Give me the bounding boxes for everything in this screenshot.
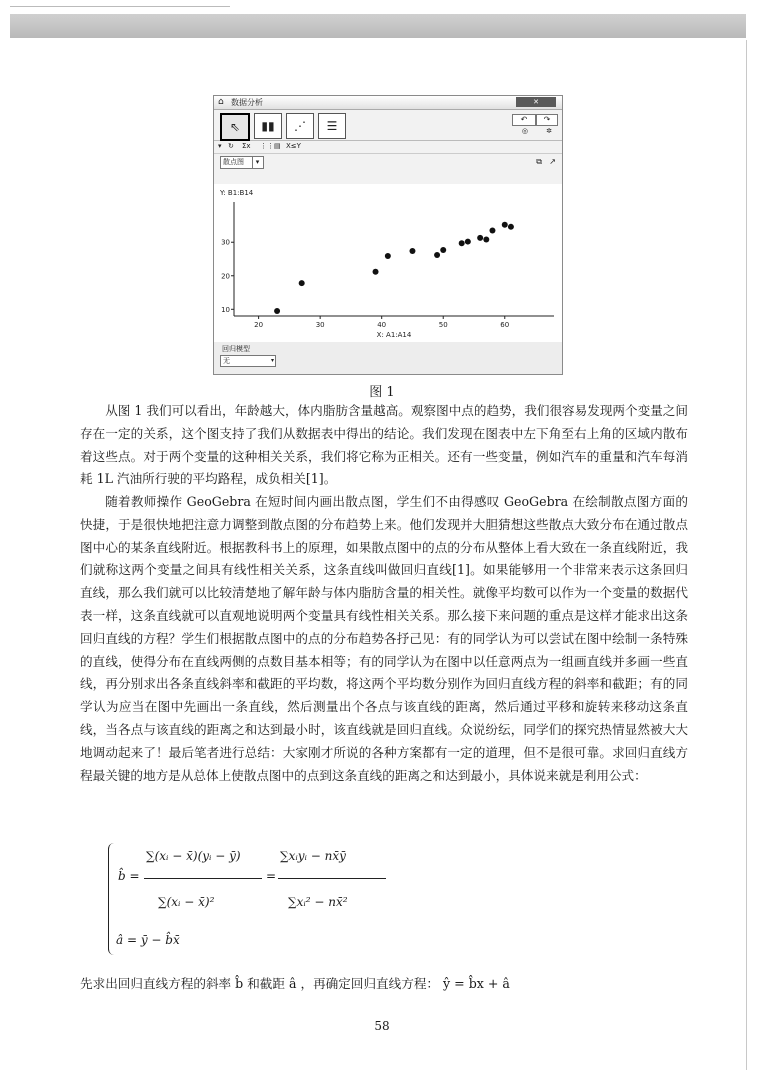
- chevron-down-icon: ▾: [252, 157, 262, 168]
- paragraph-1: 从图 1 我们可以看出，年龄越大，体内脂肪含量越高。观察图中点的趋势，我们很容易发现两个变量之间存在一定的关系，这个图支持了我们从数据表中得出的结论。我们发现在图表中左下角至右上角的区域内散布着这些点。对于两个变量的这种相关关系，我们将它称为正相关。还有一些变量，例如汽车的重量和汽车每消耗 1L 汽油所行驶的平均路程，成负相关[1]。: [80, 403, 688, 487]
- help-icon[interactable]: ◎: [521, 127, 528, 135]
- y-tick-label: 20: [221, 272, 230, 281]
- data-point: [434, 252, 440, 258]
- window-title: 数据分析: [231, 98, 263, 107]
- plot-type-select[interactable]: [220, 156, 264, 169]
- data-point: [459, 240, 465, 246]
- scan-top-rule: [10, 6, 230, 7]
- data-point: [465, 239, 471, 245]
- summary-line: 先求出回归直线方程的斜率 b̂ 和截距 â ，再确定回归直线方程： ŷ = b̂x + â: [80, 976, 510, 991]
- rotate-icon[interactable]: ↻: [228, 142, 234, 150]
- gear-icon[interactable]: ✲: [546, 127, 552, 135]
- scan-margin-rule: [746, 40, 747, 1070]
- plot-header: [214, 154, 562, 170]
- x-tick-label: 30: [315, 321, 325, 329]
- regression-formula: [108, 843, 428, 955]
- stats-toolbar: [214, 141, 562, 154]
- scatter-plot: [214, 184, 562, 342]
- redo-button[interactable]: ↷: [536, 114, 558, 126]
- y-tick-label: 30: [221, 238, 230, 247]
- toolbar: [214, 110, 562, 141]
- data-point: [440, 247, 446, 253]
- plot-type-value: 散点图: [223, 158, 244, 166]
- copy-graphics-icon[interactable]: ⧉: [536, 157, 542, 166]
- x-axis-label: X: A1:A14: [376, 331, 412, 339]
- data-point: [502, 222, 508, 228]
- chevron-down-icon: ▾: [270, 357, 274, 364]
- data-point: [508, 224, 514, 230]
- window-app-icon: ⌂: [218, 97, 224, 107]
- scan-header-band: [10, 14, 746, 38]
- fraction-bar-2: [278, 878, 386, 879]
- data-point: [274, 308, 280, 314]
- options-dropdown-icon[interactable]: ▾: [218, 142, 222, 150]
- multi-variable-analysis-button[interactable]: ☰: [318, 113, 346, 139]
- data-point: [477, 235, 483, 241]
- x-tick-label: 40: [377, 321, 387, 329]
- equals-sign: =: [266, 869, 277, 883]
- data-analysis-window: [213, 95, 563, 375]
- data-point: [483, 237, 489, 243]
- table-icon[interactable]: ▤: [274, 142, 281, 150]
- data-point: [385, 253, 391, 259]
- x-tick-label: 20: [254, 321, 264, 329]
- undo-button[interactable]: ↶: [512, 114, 536, 126]
- paragraph-2: 随着教师操作 GeoGebra 在短时间内画出散点图，学生们不由得感叹 GeoGebra 在绘制散点图方面的快捷，于是很快地把注意力调整到散点图的分布趋势上来。他们发现并大胆猜想这些散点大致分布在通过散点图中心的某条直线附近。根据教科书上的原理，如果散点图中的点的分布从整体上看大致在一条直线附近，我们就称这两个变量之间具有线性相关关系，这条直线叫做回归直线[1]。如果能够用一个非常来表示这条回归直线，那么我们就可以比较清楚地了解年龄与体内脂肪含量的相关性。就像平均数可以作为一个变量的数据代表一样，这条直线就可以直观地说明两个变量具有线性相关关系。那么接下来问题的重点是这样才能求出这条回归直线的方程？学生们根据散点图中的点的分布趋势各抒己见：有的同学认为可以尝试在图中绘制一条特殊的直线，使得分布在直线两侧的点数目基本相等；有的同学认为在图中以任意两点为一组画直线并多画一些直线，再分别求出各条直线斜率和截距的平均数，将这两个平均数分别作为回归直线方程的斜率和截距；有的同学认为应当在图中先画出一条直线，然后测量出个各点与该直线的距离，然后通过平移和旋转来移动这条直线，当各点与该直线的距离之和达到最小时，该直线就是回归直线。众说纷纭，同学们的探究热情显然被大大地调动起来了！最后笔者进行总结：大家刚才所说的各种方案都有一定的道理，但不是很可靠。求回归直线方程最关键的地方是从总体上使散点图中的点到这条直线的距离之和达到最小，具体说来就是利用公式：: [80, 494, 688, 783]
- page-number: 58: [374, 1019, 390, 1033]
- regression-model-select[interactable]: [220, 355, 276, 367]
- move-tool-button[interactable]: ⇖: [220, 113, 250, 141]
- x-tick-label: 60: [500, 321, 510, 329]
- close-button[interactable]: ✕: [516, 97, 556, 107]
- scatter-plot-area: [214, 184, 562, 342]
- a-hat-equation: â = ȳ − b̂x̄: [116, 933, 180, 947]
- y-tick-label: 10: [221, 305, 230, 314]
- b-hat-symbol: b̂ =: [118, 869, 140, 883]
- swap-xy-toggle[interactable]: X≤Y: [286, 142, 301, 150]
- fraction-bar-1: [144, 878, 262, 879]
- denominator-1: ∑(xᵢ − x̄)²: [158, 895, 215, 909]
- window-titlebar: [214, 96, 562, 110]
- figure-caption: 图 1: [369, 385, 395, 400]
- two-variable-regression-button[interactable]: ⋰: [286, 113, 314, 139]
- regression-model-value: 无: [223, 357, 230, 365]
- data-point: [489, 228, 495, 234]
- data-point: [409, 248, 415, 254]
- undock-icon[interactable]: ↗: [549, 157, 556, 166]
- sum-stats-toggle[interactable]: Σx: [242, 142, 251, 150]
- regression-label: 回归模型: [222, 345, 250, 353]
- one-variable-analysis-button[interactable]: ▮▮: [254, 113, 282, 139]
- data-grid-icon[interactable]: ⋮⋮: [260, 142, 274, 150]
- y-axis-label: Y: B1:B14: [220, 189, 254, 197]
- numerator-1: ∑(xᵢ − x̄)(yᵢ − ȳ): [146, 849, 241, 863]
- denominator-2: ∑xᵢ² − nx̄²: [288, 895, 348, 909]
- data-point: [373, 269, 379, 275]
- numerator-2: ∑xᵢyᵢ − nx̄ȳ: [280, 849, 346, 863]
- regression-panel: [214, 342, 562, 374]
- x-tick-label: 50: [438, 321, 448, 329]
- data-point: [299, 280, 305, 286]
